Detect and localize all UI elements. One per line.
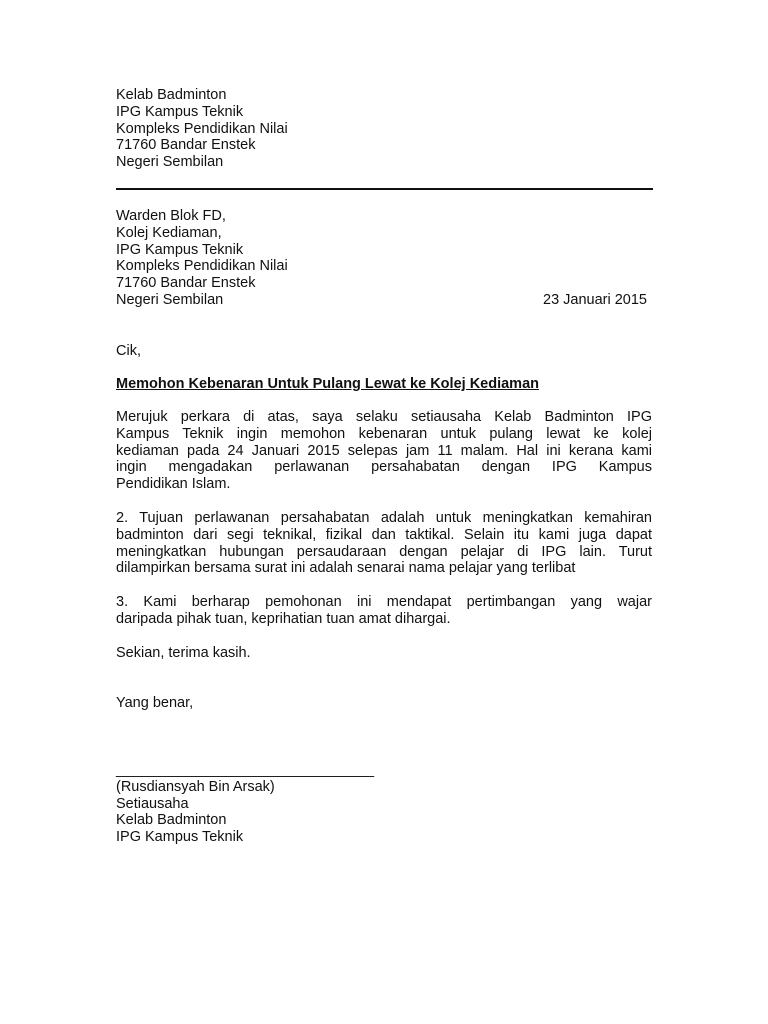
paragraph-line: meningkatkan hubungan persaudaraan dengan pelajar di IPG lain. Turut xyxy=(116,543,652,560)
letter-date: 23 Januari 2015 xyxy=(543,292,647,308)
paragraph-line: Kampus Teknik ingin memohon kebenaran untuk pulang lewat ke kolej xyxy=(116,425,652,442)
paragraph-line: 2. Tujuan perlawanan persahabatan adalah untuk meningkatkan kemahiran xyxy=(116,510,652,526)
closing-block xyxy=(116,645,652,662)
signatory-org: IPG Kampus Teknik xyxy=(116,829,244,846)
salutation: Cik, xyxy=(116,343,141,359)
recipient-line: Kolej Kediaman, xyxy=(116,224,222,241)
sender-line: Kompleks Pendidikan Nilai xyxy=(116,120,288,137)
paragraph-line: Merujuk perkara di atas, saya selaku setiausaha Kelab Badminton IPG xyxy=(116,409,652,425)
body-paragraph-3 xyxy=(116,594,652,628)
signatory-name: (Rusdiansyah Bin Arsak) xyxy=(116,778,275,795)
signatory-title: Setiausaha xyxy=(116,795,189,812)
signoff-block xyxy=(116,695,652,712)
closing-text: Sekian, terima kasih. xyxy=(116,645,251,661)
sender-address xyxy=(116,87,652,171)
signature-line: ________________________________ xyxy=(116,762,375,778)
sender-line: Negeri Sembilan xyxy=(116,154,224,171)
sender-line: 71760 Bandar Enstek xyxy=(116,137,256,154)
paragraph-line: daripada pihak tuan, keprihatian tuan amat dihargai. xyxy=(116,610,451,627)
recipient-line: Kompleks Pendidikan Nilai xyxy=(116,258,288,275)
signature-block xyxy=(116,762,652,846)
paragraph-line: ingin mengadakan perlawanan persahabatan dengan IPG Kampus xyxy=(116,459,652,476)
signatory-org: Kelab Badminton xyxy=(116,812,227,829)
paragraph-line: 3. Kami berharap pemohonan ini mendapat pertimbangan yang wajar xyxy=(116,594,652,610)
recipient-line: 71760 Bandar Enstek xyxy=(116,275,256,292)
subject-block xyxy=(116,376,652,393)
salutation-block xyxy=(116,343,652,360)
paragraph-line: kediaman pada 24 Januari 2015 selepas jam 11 malam. Hal ini kerana kami xyxy=(116,442,652,459)
recipient-line: Warden Blok FD, xyxy=(116,208,226,224)
sender-line: Kelab Badminton xyxy=(116,87,227,103)
recipient-line: Negeri Sembilan xyxy=(116,291,224,308)
sender-line: IPG Kampus Teknik xyxy=(116,103,244,120)
paragraph-line: badminton dari segi teknikal, fizikal dan taktikal. Selain itu kami juga dapat xyxy=(116,526,652,543)
paragraph-line: dilampirkan bersama surat ini adalah senarai nama pelajar yang terlibat xyxy=(116,560,576,577)
recipient-line: IPG Kampus Teknik xyxy=(116,241,244,258)
body-paragraph-1 xyxy=(116,409,652,493)
header-divider xyxy=(116,188,653,190)
signoff-text: Yang benar, xyxy=(116,695,194,711)
body-paragraph-2 xyxy=(116,510,652,577)
letter-subject: Memohon Kebenaran Untuk Pulang Lewat ke Kolej Kediaman xyxy=(116,376,539,392)
paragraph-line: Pendidikan Islam. xyxy=(116,476,231,493)
